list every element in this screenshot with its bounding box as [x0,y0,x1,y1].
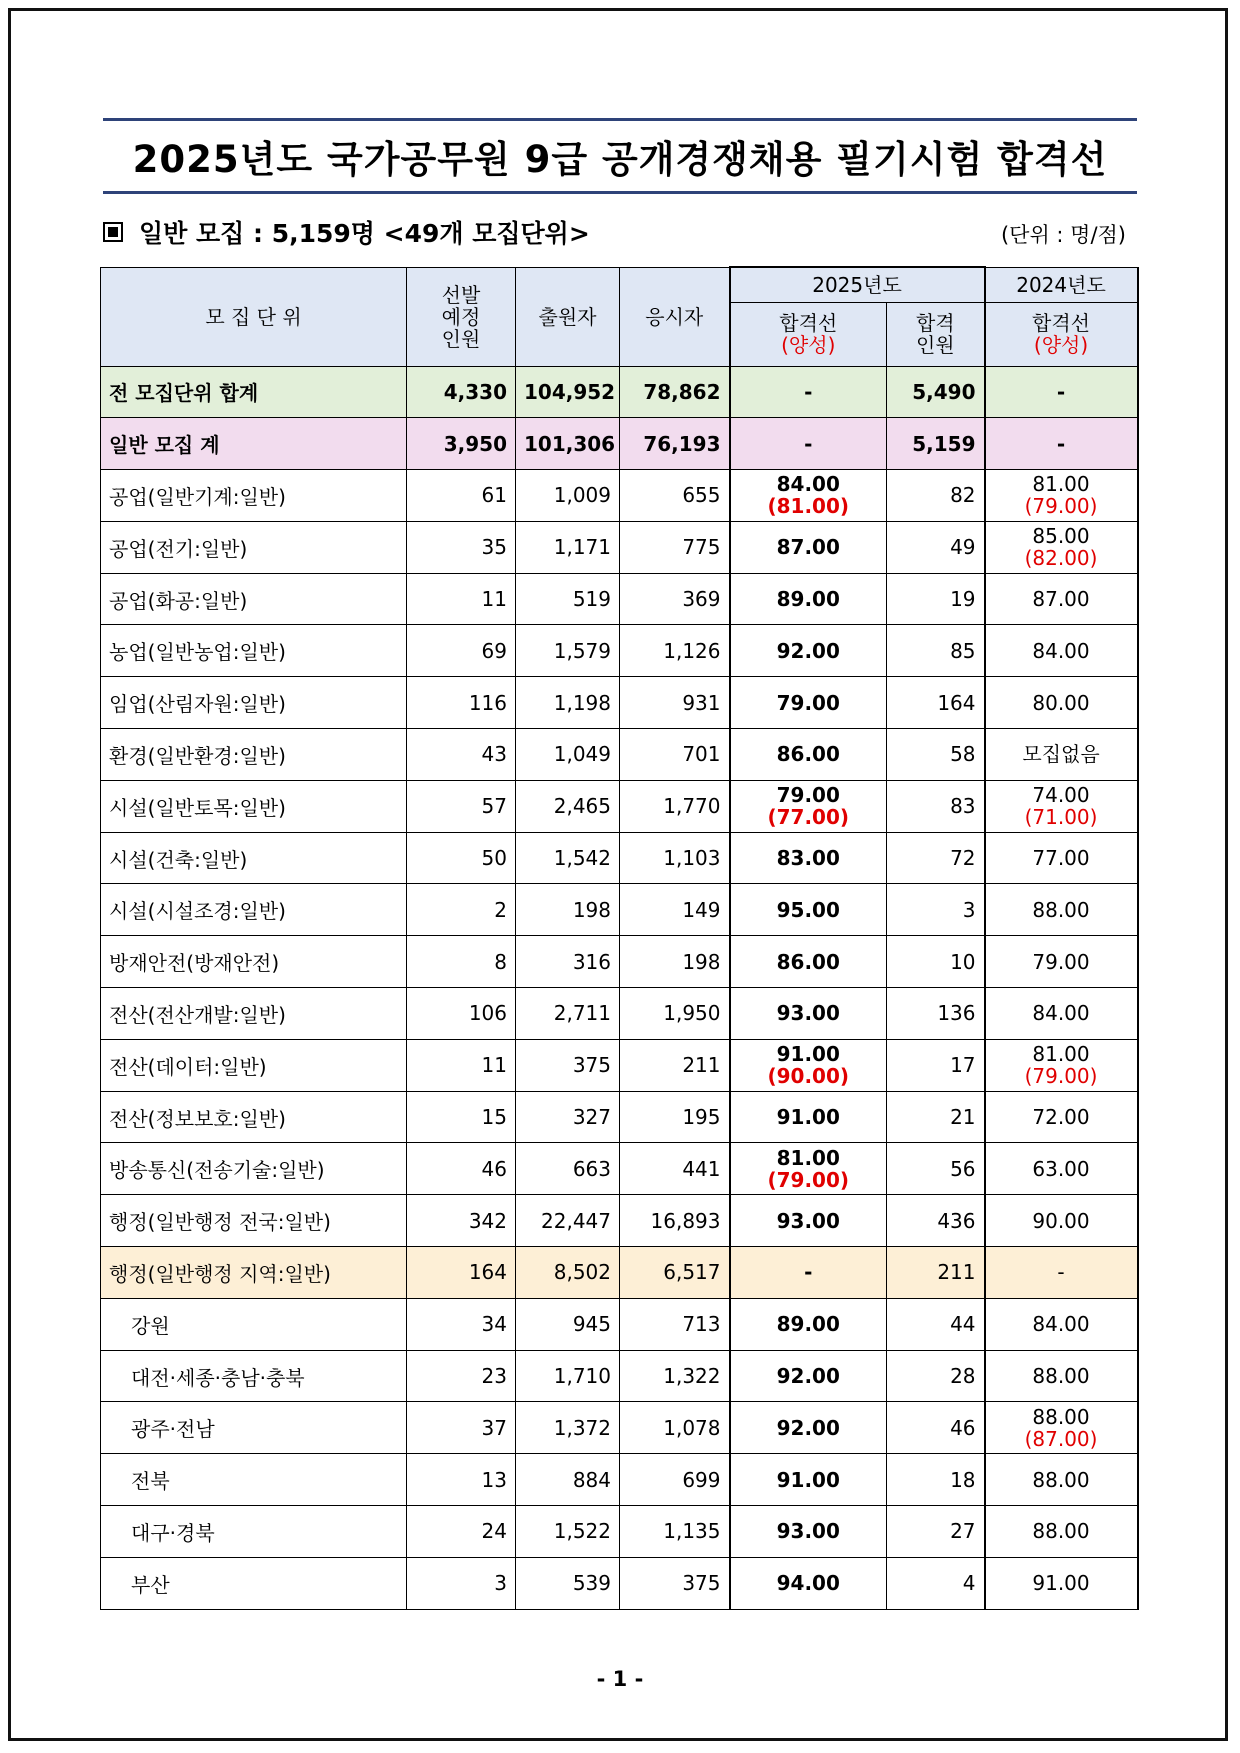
cutoff-2025-cell [730,832,887,884]
cutoff-2024-cell [985,936,1138,988]
quota-value: 35 [407,521,516,573]
cutoff-2025-cell [730,418,887,470]
passers-value: 27 [887,1506,985,1558]
cutoff-value: 85.00 [1032,524,1090,549]
unit-name: 대전·세종·충남·충북 [101,1350,407,1402]
examinees-value: 699 [620,1454,730,1506]
table-row [101,418,1138,470]
examinees-value: 1,135 [620,1506,730,1558]
cutoff-value: 94.00 [776,1571,840,1596]
examinees-value: 701 [620,729,730,781]
cutoff-value: 81.00 [1032,472,1090,497]
cutoff-alt-value: (81.00) [767,494,850,519]
passers-value: 19 [887,573,985,625]
quota-value: 11 [407,573,516,625]
quota-value: 2 [407,884,516,936]
passers-value: 436 [887,1195,985,1247]
passers-value: 21 [887,1091,985,1143]
cutoff-2025-cell [730,470,887,522]
cutoff-2024-cell [985,1039,1138,1091]
unit-name: 광주·전남 [101,1402,407,1454]
cutoff-value: 86.00 [776,949,840,974]
cutoff-value: 93.00 [776,1001,840,1026]
applicants-value: 8,502 [516,1247,620,1299]
header-quota-line: 인원 [441,326,481,351]
quota-value: 50 [407,832,516,884]
passers-value: 28 [887,1350,985,1402]
examinees-value: 1,950 [620,988,730,1040]
cutoff-value: 83.00 [776,846,840,871]
cutoff-alt-value: (87.00) [1024,1426,1098,1451]
cutoff-value: 88.00 [1032,1364,1090,1389]
header-quota-line: 예정 [441,304,481,329]
table-row [101,1091,1138,1143]
cutoff-value: 89.00 [776,587,840,612]
unit-name: 공업(화공:일반) [101,573,407,625]
cutoff-value: 79.00 [776,783,840,808]
table-row [101,1195,1138,1247]
unit-note: (단위 : 명/점) [1000,223,1126,247]
cutoff-value: 87.00 [1032,587,1090,612]
header-cutoff-2025 [730,302,887,366]
unit-name: 전산(전산개발:일반) [101,988,407,1040]
unit-name: 전산(정보보호:일반) [101,1091,407,1143]
examinees-value: 16,893 [620,1195,730,1247]
unit-name: 행정(일반행정 지역:일반) [101,1247,407,1299]
examinees-value: 76,193 [620,418,730,470]
passers-value: 49 [887,521,985,573]
cutoff-value: 79.00 [776,690,840,715]
applicants-value: 539 [516,1557,620,1609]
quota-value: 3,950 [407,418,516,470]
header-quota [407,267,516,366]
quota-value: 46 [407,1143,516,1195]
cutoff-2024-cell [985,573,1138,625]
unit-name: 임업(산림자원:일반) [101,677,407,729]
unit-name: 공업(일반기계:일반) [101,470,407,522]
cutoff-2024-cell [985,1350,1138,1402]
quota-value: 15 [407,1091,516,1143]
cutoff-value: 88.00 [1032,1467,1090,1492]
cutoff-2025-cell [730,729,887,781]
table-row [101,677,1138,729]
table-row [101,988,1138,1040]
cutoff-2024-cell [985,1247,1138,1299]
unit-name: 부산 [101,1557,407,1609]
unit-name: 농업(일반농업:일반) [101,625,407,677]
header-year-2025: 2025년도 [730,267,985,302]
quota-value: 34 [407,1298,516,1350]
passers-value: 5,159 [887,418,985,470]
passers-value: 164 [887,677,985,729]
applicants-value: 375 [516,1039,620,1091]
applicants-value: 327 [516,1091,620,1143]
examinees-value: 1,126 [620,625,730,677]
passers-value: 10 [887,936,985,988]
examinees-value: 775 [620,521,730,573]
cutoff-2025-cell [730,1506,887,1558]
cutoff-alt-value: (82.00) [1024,546,1098,571]
table-row [101,521,1138,573]
applicants-value: 316 [516,936,620,988]
table-row [101,1506,1138,1558]
cutoff-value: 91.00 [776,1042,840,1067]
applicants-value: 1,049 [516,729,620,781]
applicants-value: 1,522 [516,1506,620,1558]
applicants-value: 101,306 [516,418,620,470]
examinees-value: 441 [620,1143,730,1195]
cutoff-value: 모집없음 [1022,742,1100,767]
header-cutoff-2024 [985,302,1138,366]
cutoff-2025-cell [730,1350,887,1402]
cutoff-2025-cell [730,1557,887,1609]
passers-value: 56 [887,1143,985,1195]
cutoff-value: - [1056,379,1066,404]
table-row [101,1557,1138,1609]
passers-value: 72 [887,832,985,884]
table-row [101,729,1138,781]
cutoff-2024-cell [985,1298,1138,1350]
cutoff-2025-cell [730,625,887,677]
cutoff-2025-cell [730,884,887,936]
applicants-value: 22,447 [516,1195,620,1247]
cutoff-2025-cell [730,936,887,988]
applicants-value: 1,579 [516,625,620,677]
examinees-value: 375 [620,1557,730,1609]
cutoff-value: 86.00 [776,742,840,767]
cutoff-value: 87.00 [776,535,840,560]
cutoff-2024-cell [985,1506,1138,1558]
quota-value: 11 [407,1039,516,1091]
table-row [101,1350,1138,1402]
cutoff-value: 74.00 [1032,783,1090,808]
cutoff-value: 92.00 [776,638,840,663]
passers-value: 44 [887,1298,985,1350]
passers-value: 82 [887,470,985,522]
table-body [101,366,1138,1609]
applicants-value: 663 [516,1143,620,1195]
applicants-value: 2,711 [516,988,620,1040]
cutoff-value: 84.00 [1032,638,1090,663]
section-heading-text: 일반 모집 : 5,159명 <49개 모집단위> [139,219,590,248]
quota-value: 23 [407,1350,516,1402]
cutoff-2025-cell [730,1402,887,1454]
header-passers-line: 인원 [915,333,955,357]
cutoff-2025-cell [730,988,887,1040]
quota-value: 116 [407,677,516,729]
table-row [101,625,1138,677]
cutoff-2024-cell [985,729,1138,781]
cutoff-alt-value: (79.00) [1024,494,1098,519]
passers-value: 58 [887,729,985,781]
cutoff-2025-cell [730,366,887,418]
applicants-value: 884 [516,1454,620,1506]
table-row [101,884,1138,936]
cutoff-2024-cell [985,677,1138,729]
passers-value: 211 [887,1247,985,1299]
cutoff-value: 88.00 [1032,1519,1090,1544]
cutoff-2024-cell [985,1143,1138,1195]
passers-value: 85 [887,625,985,677]
cutoff-2024-cell [985,884,1138,936]
table-row [101,1454,1138,1506]
quota-value: 61 [407,470,516,522]
examinees-value: 713 [620,1298,730,1350]
passers-value: 136 [887,988,985,1040]
applicants-value: 519 [516,573,620,625]
cutoff-2024-cell [985,1557,1138,1609]
unit-name: 전 모집단위 합계 [101,366,407,418]
cutoff-2024-cell [985,1091,1138,1143]
table-row [101,1247,1138,1299]
cutoff-value: - [804,379,813,404]
title-block [103,118,1137,194]
cutoff-value: 91.00 [776,1467,840,1492]
header-examinees: 응시자 [620,267,730,366]
cutoff-2025-cell [730,1247,887,1299]
unit-name: 시설(건축:일반) [101,832,407,884]
applicants-value: 1,372 [516,1402,620,1454]
cutoff-value: 92.00 [776,1364,840,1389]
examinees-value: 655 [620,470,730,522]
applicants-value: 945 [516,1298,620,1350]
applicants-value: 1,009 [516,470,620,522]
passers-value: 5,490 [887,366,985,418]
table-row [101,1298,1138,1350]
cutoff-2025-cell [730,573,887,625]
unit-name: 시설(일반토목:일반) [101,780,407,832]
cutoff-alt-value: (79.00) [1024,1064,1098,1089]
page-title: 2025년도 국가공무원 9급 공개경쟁채용 필기시험 합격선 [132,138,1108,181]
header-cutoff-label: 합격선 [779,311,838,335]
quota-value: 43 [407,729,516,781]
cutoff-value: 91.00 [1032,1571,1090,1596]
examinees-value: 149 [620,884,730,936]
header-cutoff-label: 합격선 [1032,311,1090,335]
unit-name: 행정(일반행정 전국:일반) [101,1195,407,1247]
table-row [101,780,1138,832]
cutoff-2024-cell [985,988,1138,1040]
cutoff-value: 95.00 [776,897,840,922]
cutoff-value: 93.00 [776,1208,840,1233]
applicants-value: 1,542 [516,832,620,884]
passers-value: 3 [887,884,985,936]
cutoff-2024-cell [985,1454,1138,1506]
passers-value: 17 [887,1039,985,1091]
cutoff-value: 81.00 [1032,1042,1090,1067]
square-bullet-icon [103,222,123,242]
header-cutoff-note: (양성) [1033,333,1089,357]
table-row [101,1039,1138,1091]
examinees-value: 1,322 [620,1350,730,1402]
examinees-value: 1,103 [620,832,730,884]
cutoff-2024-cell [985,1402,1138,1454]
table-row [101,1143,1138,1195]
applicants-value: 104,952 [516,366,620,418]
header-applicants: 출원자 [516,267,620,366]
unit-name: 환경(일반환경:일반) [101,729,407,781]
cutoff-value: 90.00 [1032,1208,1090,1233]
examinees-value: 78,862 [620,366,730,418]
applicants-value: 1,171 [516,521,620,573]
examinees-value: 195 [620,1091,730,1143]
cutoff-value: 92.00 [776,1415,840,1440]
table-row [101,470,1138,522]
cutoff-2025-cell [730,780,887,832]
passers-value: 83 [887,780,985,832]
cutoff-value: 93.00 [776,1519,840,1544]
quota-value: 57 [407,780,516,832]
unit-name: 대구·경북 [101,1506,407,1558]
passers-value: 18 [887,1454,985,1506]
cutoff-alt-value: (77.00) [767,805,850,830]
cutoff-2025-cell [730,1454,887,1506]
quota-value: 4,330 [407,366,516,418]
cutoff-value: 77.00 [1032,846,1090,871]
unit-name: 강원 [101,1298,407,1350]
unit-name: 공업(전기:일반) [101,521,407,573]
cutoff-2024-cell [985,366,1138,418]
cutoff-2024-cell [985,470,1138,522]
applicants-value: 2,465 [516,780,620,832]
unit-name: 전산(데이터:일반) [101,1039,407,1091]
examinees-value: 6,517 [620,1247,730,1299]
cutoff-value: 84.00 [1032,1001,1090,1026]
cutoff-2024-cell [985,780,1138,832]
unit-name: 방송통신(전송기술:일반) [101,1143,407,1195]
cutoff-alt-value: (79.00) [767,1167,850,1192]
unit-name: 전북 [101,1454,407,1506]
cutoff-value: 80.00 [1032,690,1090,715]
table-row [101,1402,1138,1454]
examinees-value: 931 [620,677,730,729]
applicants-value: 1,198 [516,677,620,729]
header-row-1 [101,267,1138,302]
page-number: - 1 - [596,1667,644,1691]
section-heading [103,214,590,250]
header-quota-line: 선발 [441,282,481,307]
cutoff-value: 72.00 [1032,1105,1090,1130]
cutoff-2025-cell [730,1039,887,1091]
quota-value: 24 [407,1506,516,1558]
cutoff-2025-cell [730,1091,887,1143]
quota-value: 13 [407,1454,516,1506]
cutoff-2025-cell [730,1195,887,1247]
quota-value: 106 [407,988,516,1040]
cutoff-alt-value: (71.00) [1024,805,1098,830]
cutoff-2024-cell [985,418,1138,470]
cutoff-value: - [804,1260,813,1285]
quota-value: 8 [407,936,516,988]
quota-value: 3 [407,1557,516,1609]
header-passers [887,302,985,366]
cutoff-value: 88.00 [1032,897,1090,922]
quota-value: 164 [407,1247,516,1299]
examinees-value: 211 [620,1039,730,1091]
cutoff-2025-cell [730,677,887,729]
results-table [100,266,1139,1610]
applicants-value: 198 [516,884,620,936]
table-row [101,832,1138,884]
table-row [101,936,1138,988]
cutoff-value: - [1057,1260,1065,1285]
quota-value: 69 [407,625,516,677]
cutoff-2024-cell [985,521,1138,573]
header-passers-line: 합격 [915,311,955,335]
examinees-value: 198 [620,936,730,988]
cutoff-value: 91.00 [776,1105,840,1130]
table-row [101,366,1138,418]
cutoff-2024-cell [985,832,1138,884]
cutoff-value: 79.00 [1032,949,1090,974]
examinees-value: 1,770 [620,780,730,832]
applicants-value: 1,710 [516,1350,620,1402]
cutoff-value: - [804,431,813,456]
quota-value: 37 [407,1402,516,1454]
header-year-2024: 2024년도 [985,267,1138,302]
table-row [101,573,1138,625]
cutoff-value: 89.00 [776,1312,840,1337]
cutoff-2025-cell [730,1143,887,1195]
examinees-value: 1,078 [620,1402,730,1454]
cutoff-2025-cell [730,521,887,573]
passers-value: 46 [887,1402,985,1454]
unit-name: 일반 모집 계 [101,418,407,470]
cutoff-2024-cell [985,1195,1138,1247]
cutoff-2025-cell [730,1298,887,1350]
cutoff-value: 84.00 [776,472,840,497]
cutoff-value: 84.00 [1032,1312,1090,1337]
quota-value: 342 [407,1195,516,1247]
cutoff-2024-cell [985,625,1138,677]
unit-name: 방재안전(방재안전) [101,936,407,988]
cutoff-value: 88.00 [1032,1404,1090,1429]
unit-name: 시설(시설조경:일반) [101,884,407,936]
cutoff-value: 63.00 [1032,1156,1090,1181]
cutoff-alt-value: (90.00) [767,1064,850,1089]
cutoff-value: - [1056,431,1066,456]
header-cutoff-note: (양성) [781,333,836,357]
passers-value: 4 [887,1557,985,1609]
cutoff-value: 81.00 [776,1145,840,1170]
examinees-value: 369 [620,573,730,625]
header-unit: 모 집 단 위 [101,267,407,366]
